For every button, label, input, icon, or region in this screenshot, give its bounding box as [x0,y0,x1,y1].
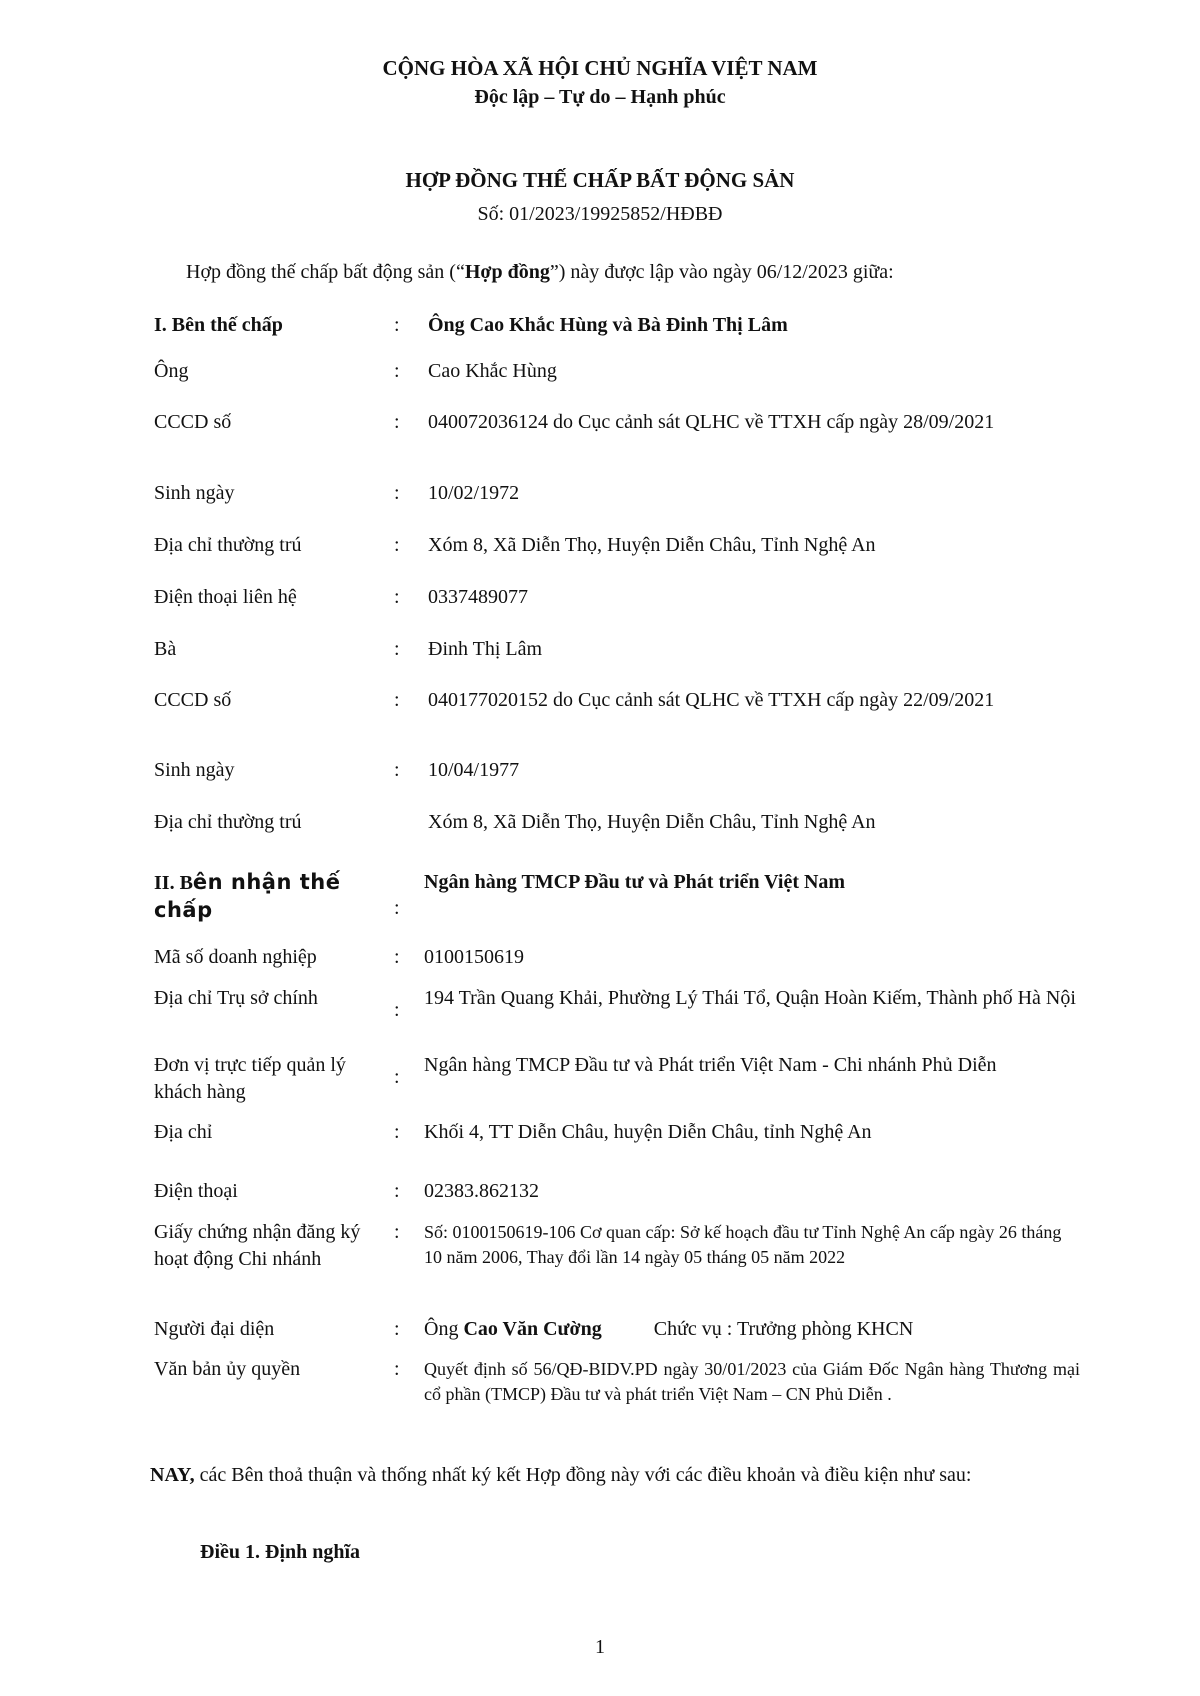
separator-colon: : [394,314,400,336]
field-label: Ông [154,360,189,382]
intro-suffix: ”) này được lập vào ngày 06/12/2023 giữa: [549,261,894,283]
field-value: 10/04/1977 [428,759,520,781]
field-label: CCCD số [154,411,232,433]
page-number: 1 [595,1636,605,1658]
field-value: 0337489077 [428,586,528,608]
field-label: Địa chỉ Trụ sở chính [154,987,318,1009]
agreement-paragraph [150,1461,1090,1489]
field-value: Cao Khắc Hùng [428,360,557,382]
field-value: Khối 4, TT Diễn Châu, huyện Diễn Châu, tỉnh Nghệ An [424,1121,872,1143]
separator-colon: : [394,638,400,660]
separator-colon: : [394,586,400,608]
contract-intro [186,261,894,284]
field-label: Điện thoại liên hệ [154,586,297,608]
field-label: Sinh ngày [154,482,235,504]
separator-colon: : [394,897,400,919]
party1-heading-value: Ông Cao Khắc Hùng và Bà Đinh Thị Lâm [428,314,788,336]
field-value: 0100150619 [424,946,524,968]
separator-colon: : [394,534,400,556]
field-value: Số: 0100150619-106 Cơ quan cấp: Sở kế hoạch đầu tư Tỉnh Nghệ An cấp ngày 26 tháng 10 năm 2006, Thay đổi lần 14 ngày 05 tháng 05 năm 2022 [424,1222,1062,1267]
intro-bold: Hợp đồng [464,261,550,283]
party2-heading-prefix: II. B [154,872,193,894]
field-label: CCCD số [154,689,232,711]
field-label: Đơn vị trực tiếp quản lý khách hàng [154,1054,346,1103]
separator-colon: : [394,689,400,711]
field-value: 040072036124 do Cục cảnh sát QLHC về TTXH cấp ngày 28/09/2021 [428,411,995,433]
separator-colon: : [394,1066,400,1088]
field-label: Địa chỉ [154,1121,213,1143]
separator-colon: : [394,1121,400,1143]
field-value: Đinh Thị Lâm [428,638,543,660]
separator-colon: : [394,1180,400,1202]
field-label: Bà [154,638,177,660]
party1-heading-label: I. Bên thế chấp [154,314,283,336]
article-1-heading: Điều 1. Định nghĩa [200,1541,361,1563]
contract-number: Số: 01/2023/19925852/HĐBĐ [477,203,723,225]
representative-name: Cao Văn Cường [463,1318,602,1340]
field-label: Giấy chứng nhận đăng ký hoạt động Chi nhánh [154,1221,361,1270]
separator-colon: : [394,482,400,504]
representative-position: Chức vụ : Trưởng phòng KHCN [653,1318,914,1340]
representative-label: Người đại diện [154,1318,275,1340]
contract-title: HỢP ĐỒNG THẾ CHẤP BẤT ĐỘNG SẢN [405,168,795,192]
field-value: 194 Trần Quang Khải, Phường Lý Thái Tổ, Quận Hoàn Kiếm, Thành phố Hà Nội [424,987,1076,1009]
field-value: 040177020152 do Cục cảnh sát QLHC về TTXH cấp ngày 22/09/2021 [428,689,995,711]
authorization-value: Quyết định số 56/QĐ-BIDV.PD ngày 30/01/2023 của Giám Đốc Ngân hàng Thương mại cổ phần (TMCP) Đầu tư và phát triển Việt Nam – CN Phủ Diễn . [424,1359,1080,1404]
national-header: CỘNG HÒA XÃ HỘI CHỦ NGHĨA VIỆT NAM [382,56,818,80]
field-value: Ngân hàng TMCP Đầu tư và Phát triển Việt Nam - Chi nhánh Phủ Diễn [424,1054,997,1076]
intro-prefix: Hợp đồng thế chấp bất động sản (“ [186,261,465,283]
separator-colon: : [394,360,400,382]
agreement-lead: NAY, [150,1464,195,1486]
representative-value [424,1316,1080,1343]
field-value: 02383.862132 [424,1180,539,1202]
representative-title-word: Ông [424,1318,459,1340]
separator-colon: : [394,1221,400,1243]
field-value: Xóm 8, Xã Diễn Thọ, Huyện Diễn Châu, Tỉnh Nghệ An [428,534,876,556]
agreement-text: các Bên thoả thuận và thống nhất ký kết Hợp đồng này với các điều khoản và điều kiện như sau: [194,1464,972,1486]
separator-colon: : [394,946,400,968]
party2-heading-label [154,869,389,925]
field-label: Địa chỉ thường trú [154,811,302,833]
field-label: Địa chỉ thường trú [154,534,302,556]
separator-colon: : [394,1358,400,1380]
field-label: Sinh ngày [154,759,235,781]
party2-heading-rest: ên nhận thế chấp [154,870,341,922]
authorization-label: Văn bản ủy quyền [154,1358,301,1380]
field-label: Mã số doanh nghiệp [154,946,317,968]
field-value: Xóm 8, Xã Diễn Thọ, Huyện Diễn Châu, Tỉnh Nghệ An [428,811,876,833]
separator-colon: : [394,759,400,781]
separator-colon: : [394,1318,400,1340]
separator-colon: : [394,999,400,1021]
national-motto: Độc lập – Tự do – Hạnh phúc [474,86,726,108]
field-value: 10/02/1972 [428,482,520,504]
party2-heading-value: Ngân hàng TMCP Đầu tư và Phát triển Việt Nam [424,871,846,893]
field-label: Điện thoại [154,1180,238,1202]
separator-colon: : [394,411,400,433]
